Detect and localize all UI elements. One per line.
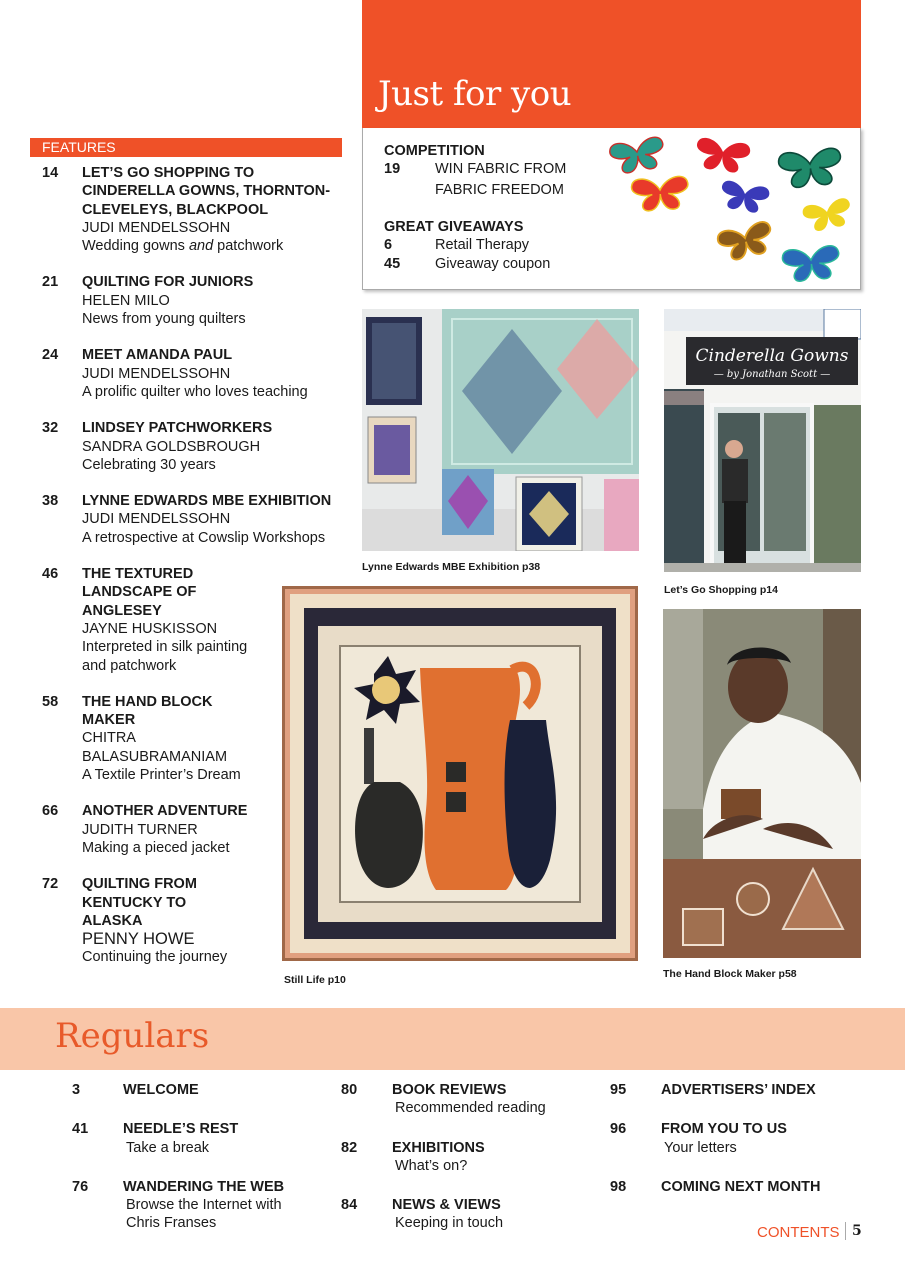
regulars-title: Regulars — [55, 1016, 210, 1056]
feature-description: Continuing the journey — [82, 949, 228, 966]
regular-page-number: 95 — [610, 1082, 627, 1098]
feature-item[interactable] — [42, 492, 342, 547]
competition-row-2 — [384, 182, 564, 198]
giveaway-text: Giveaway coupon — [435, 256, 551, 272]
regular-description: Recommended reading — [395, 1100, 546, 1117]
feature-item[interactable] — [42, 693, 262, 784]
feature-author: CHITRA BALASUBRAMANIAM — [82, 730, 228, 765]
feature-description: A retrospective at Cowslip Workshops — [82, 529, 326, 546]
feature-author: SANDRA GOLDSBROUGH — [82, 438, 261, 455]
shop-sign-byline: — by Jonathan Scott — — [713, 369, 831, 380]
regular-item[interactable] — [72, 1081, 342, 1099]
regular-item[interactable] — [610, 1081, 880, 1099]
feature-author: JUDITH TURNER — [82, 821, 198, 838]
feature-page-number: 46 — [42, 566, 59, 583]
feature-item[interactable] — [42, 164, 342, 255]
feature-author: HELEN MILO — [82, 292, 170, 309]
feature-description: Wedding gowns and patchwork — [82, 238, 284, 255]
feature-item[interactable] — [42, 273, 342, 328]
feature-page-number: 14 — [42, 165, 59, 181]
feature-title: THE TEXTURED LANDSCAPE OF ANGLESEY — [82, 566, 197, 619]
feature-title: QUILTING FROM KENTUCKY TO ALASKA — [82, 876, 197, 929]
regular-item[interactable] — [341, 1139, 611, 1176]
regular-title: FROM YOU TO US — [661, 1121, 787, 1138]
competition-text-line2: FABRIC FREEDOM — [435, 182, 564, 198]
regular-page-number: 82 — [341, 1139, 358, 1156]
exhibition-photo — [362, 309, 639, 551]
feature-author: JUDI MENDELSSOHN — [82, 219, 231, 236]
regular-item[interactable] — [610, 1120, 880, 1157]
feature-item[interactable] — [42, 875, 262, 966]
regular-title: BOOK REVIEWS — [392, 1082, 507, 1098]
feature-description: Making a pieced jacket — [82, 839, 230, 856]
shopping-caption: Let’s Go Shopping p14 — [664, 584, 778, 596]
feature-page-number: 21 — [42, 274, 59, 291]
regular-description: Take a break — [126, 1139, 210, 1156]
feature-item[interactable] — [42, 565, 262, 675]
regular-page-number: 96 — [610, 1121, 627, 1138]
regular-title: WANDERING THE WEB — [123, 1178, 285, 1195]
features-header: FEATURES — [30, 138, 342, 157]
still-life-caption: Still Life p10 — [284, 974, 346, 986]
exhibition-caption: Lynne Edwards MBE Exhibition p38 — [362, 561, 541, 573]
competition-row[interactable] — [384, 161, 566, 177]
feature-item[interactable] — [42, 802, 262, 857]
regular-title: WELCOME — [123, 1082, 199, 1098]
feature-title: LINDSEY PATCHWORKERS — [82, 420, 273, 437]
hand-block-photo — [663, 609, 861, 958]
competition-page-number: 19 — [384, 161, 401, 177]
regular-item[interactable] — [72, 1178, 342, 1233]
footer-divider — [845, 1222, 846, 1240]
feature-item[interactable] — [42, 419, 342, 474]
regular-page-number: 76 — [72, 1178, 89, 1195]
regular-item[interactable] — [341, 1081, 611, 1118]
feature-page-number: 24 — [42, 347, 59, 364]
butterflies-image — [605, 130, 855, 290]
feature-page-number: 72 — [42, 876, 59, 893]
giveaway-row[interactable] — [384, 256, 550, 272]
regular-description: Browse the Internet with Chris Franses — [126, 1197, 282, 1232]
regulars-column-1 — [72, 1081, 342, 1254]
regular-description: Your letters — [664, 1139, 737, 1156]
giveaway-row[interactable] — [384, 237, 529, 253]
just-for-you-title: Just for you — [378, 74, 572, 114]
feature-description: Celebrating 30 years — [82, 456, 216, 473]
feature-page-number: 32 — [42, 420, 59, 437]
feature-page-number: 66 — [42, 803, 59, 820]
competition-text: WIN FABRIC FROM — [435, 161, 567, 177]
feature-title: THE HAND BLOCK MAKER — [82, 693, 213, 729]
feature-description: Interpreted in silk painting and patchwork — [82, 639, 248, 674]
regular-title: ADVERTISERS’ INDEX — [661, 1082, 816, 1098]
feature-author: JUDI MENDELSSOHN — [82, 365, 231, 382]
exhibition-illustration — [362, 309, 639, 551]
feature-page-number: 58 — [42, 693, 59, 710]
shop-sign-name: Cinderella Gowns — [695, 346, 849, 366]
hand-block-illustration — [663, 609, 861, 958]
feature-description: A Textile Printer’s Dream — [82, 767, 241, 784]
regular-title: EXHIBITIONS — [392, 1139, 485, 1156]
feature-item[interactable] — [42, 346, 342, 401]
giveaway-page-number: 6 — [384, 237, 393, 253]
still-life-illustration — [282, 586, 638, 961]
feature-title: MEET AMANDA PAUL — [82, 347, 233, 364]
feature-description: News from young quilters — [82, 311, 246, 328]
regular-page-number: 98 — [610, 1178, 627, 1195]
competition-label: COMPETITION — [384, 143, 485, 159]
giveaway-page-number: 45 — [384, 256, 401, 272]
regular-description: What’s on? — [395, 1157, 468, 1174]
feature-page-number: 38 — [42, 493, 59, 510]
regulars-column-2 — [341, 1081, 611, 1254]
feature-author: JAYNE HUSKISSON — [82, 620, 218, 637]
regular-item[interactable] — [341, 1196, 611, 1233]
footer-section-label: CONTENTS — [757, 1224, 840, 1241]
feature-author: PENNY HOWE — [82, 930, 195, 949]
feature-title: QUILTING FOR JUNIORS — [82, 274, 254, 291]
feature-title: LYNNE EDWARDS MBE EXHIBITION — [82, 493, 332, 510]
regular-item[interactable] — [72, 1120, 342, 1157]
regular-page-number: 3 — [72, 1082, 81, 1098]
feature-author: JUDI MENDELSSOHN — [82, 511, 231, 528]
regular-title: COMING NEXT MONTH — [661, 1178, 821, 1195]
regular-title: NEWS & VIEWS — [392, 1197, 501, 1214]
feature-description: A prolific quilter who loves teaching — [82, 383, 308, 400]
giveaways-label: GREAT GIVEAWAYS — [384, 219, 524, 235]
regulars-column-3 — [610, 1081, 880, 1217]
regular-page-number: 41 — [72, 1121, 89, 1138]
regular-description: Keeping in touch — [395, 1215, 504, 1232]
shop-illustration — [664, 309, 861, 572]
regular-page-number: 80 — [341, 1082, 358, 1098]
regular-item[interactable] — [610, 1178, 880, 1196]
feature-title: ANOTHER ADVENTURE — [82, 803, 248, 820]
feature-title: LET’S GO SHOPPING TO CINDERELLA GOWNS, THORNTON-CLEVELEYS, BLACKPOOL — [82, 165, 331, 218]
shop-photo — [664, 309, 861, 572]
regular-page-number: 84 — [341, 1197, 358, 1214]
giveaway-text: Retail Therapy — [435, 237, 530, 253]
hand-block-caption: The Hand Block Maker p58 — [663, 968, 797, 980]
footer-page-number: 5 — [852, 1223, 862, 1239]
regular-title: NEEDLE’S REST — [123, 1121, 239, 1138]
still-life-photo — [282, 586, 638, 961]
